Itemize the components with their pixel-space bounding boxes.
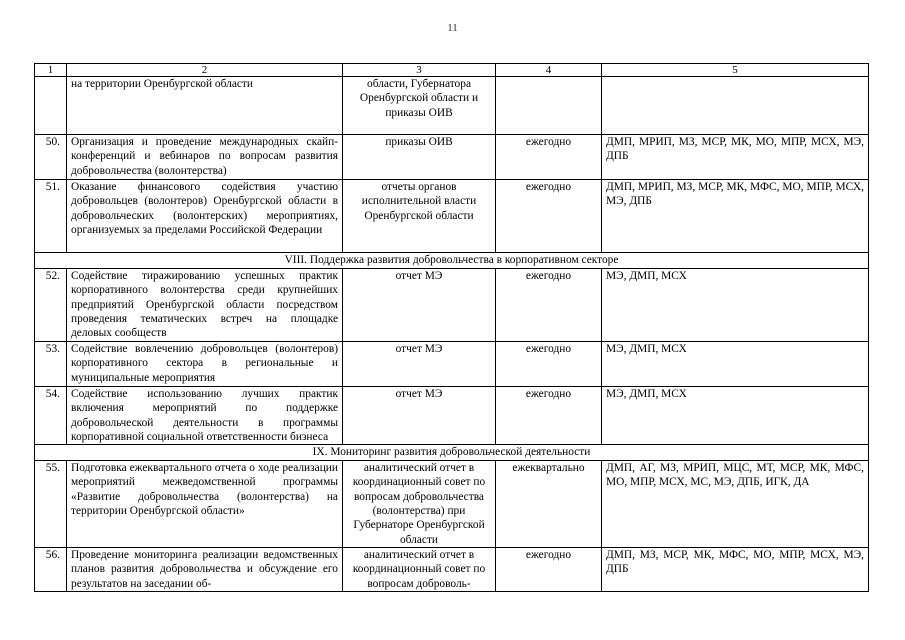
row-executors: МЭ, ДМП, МСХ xyxy=(602,342,869,387)
table-row xyxy=(35,269,869,342)
row-period: ежегодно xyxy=(496,342,602,387)
row-measure: Содействие использованию лучших практик включения мероприятий по поддержке добровольческой деятельности в программы корпоративной социальной ответственности бизнеса xyxy=(67,387,343,445)
section-row xyxy=(35,253,869,269)
row-result: приказы ОИВ xyxy=(343,135,496,180)
row-result: отчет МЭ xyxy=(343,342,496,387)
row-period: ежеквартально xyxy=(496,461,602,548)
row-period: ежегодно xyxy=(496,548,602,592)
row-period: ежегодно xyxy=(496,180,602,253)
section-title-ix: IX. Мониторинг развития добровольческой деятельности xyxy=(35,445,869,461)
row-executors: ДМП, АГ, МЗ, МРИП, МЦС, МТ, МСР, МК, МФС, МО, МПР, МСХ, МС, МЭ, ДПБ, ИГК, ДА xyxy=(602,461,869,548)
column-header-5: 5 xyxy=(602,64,869,77)
column-header-3: 3 xyxy=(343,64,496,77)
table-row xyxy=(35,461,869,548)
row-period: ежегодно xyxy=(496,387,602,445)
table-row xyxy=(35,342,869,387)
column-header-4: 4 xyxy=(496,64,602,77)
measures-table xyxy=(34,63,869,592)
row-measure: Оказание финансового содействия участию добровольцев (волонтеров) Оренбургской области в добровольческих (волонтерских) мероприятиях, организуемых за пределами Российской Федерации xyxy=(67,180,343,253)
row-executors: ДМП, МЗ, МСР, МК, МФС, МО, МПР, МСХ, МЭ, ДПБ xyxy=(602,548,869,592)
row-result: аналитический отчет в координационный совет по вопросам добровольчества (волонтерства) при Губернаторе Оренбургской области xyxy=(343,461,496,548)
table-row xyxy=(35,135,869,180)
table-row xyxy=(35,548,869,592)
row-number: 55. xyxy=(35,461,67,548)
row-measure: Организация и проведение международных скайп-конференций и вебинаров по вопросам развития добровольчества (волонтерства) xyxy=(67,135,343,180)
row-number: 56. xyxy=(35,548,67,592)
row-period: ежегодно xyxy=(496,269,602,342)
row-measure: на территории Оренбургской области xyxy=(67,77,343,135)
table-row xyxy=(35,77,869,135)
column-header-2: 2 xyxy=(67,64,343,77)
row-executors: МЭ, ДМП, МСХ xyxy=(602,387,869,445)
row-number: 51. xyxy=(35,180,67,253)
table-row xyxy=(35,387,869,445)
row-measure: Содействие тиражированию успешных практик корпоративного волонтерства среди крупнейших предприятий Оренбургской области посредством проведения тематических встреч на площадке деловых сообществ xyxy=(67,269,343,342)
row-number: 50. xyxy=(35,135,67,180)
row-number: 54. xyxy=(35,387,67,445)
row-period: ежегодно xyxy=(496,135,602,180)
section-row xyxy=(35,445,869,461)
row-measure: Содействие вовлечению добровольцев (волонтеров) корпоративного сектора в региональные и муниципальные мероприятия xyxy=(67,342,343,387)
row-executors xyxy=(602,77,869,135)
table-header-row xyxy=(35,64,869,77)
row-number xyxy=(35,77,67,135)
row-result: области, Губернатора Оренбургской области и приказы ОИВ xyxy=(343,77,496,135)
row-number: 53. xyxy=(35,342,67,387)
row-result: отчет МЭ xyxy=(343,387,496,445)
row-number: 52. xyxy=(35,269,67,342)
column-header-1: 1 xyxy=(35,64,67,77)
row-measure: Проведение мониторинга реализации ведомственных планов развития добровольчества и обсуждение его результатов на заседании об- xyxy=(67,548,343,592)
row-measure: Подготовка ежеквартального отчета о ходе реализации мероприятий межведомственной программы «Развитие добровольчества (волонтерства) на территории Оренбургской области» xyxy=(67,461,343,548)
row-result: отчет МЭ xyxy=(343,269,496,342)
table-row xyxy=(35,180,869,253)
row-executors: МЭ, ДМП, МСХ xyxy=(602,269,869,342)
row-executors: ДМП, МРИП, МЗ, МСР, МК, МФС, МО, МПР, МСХ, МЭ, ДПБ xyxy=(602,180,869,253)
row-executors: ДМП, МРИП, МЗ, МСР, МК, МО, МПР, МСХ, МЭ, ДПБ xyxy=(602,135,869,180)
section-title-viii: VIII. Поддержка развития добровольчества в корпоративном секторе xyxy=(35,253,869,269)
row-period xyxy=(496,77,602,135)
row-result: аналитический отчет в координационный совет по вопросам доброволь- xyxy=(343,548,496,592)
row-result: отчеты органов исполнительной власти Оренбургской области xyxy=(343,180,496,253)
page-number: 11 xyxy=(447,22,458,34)
